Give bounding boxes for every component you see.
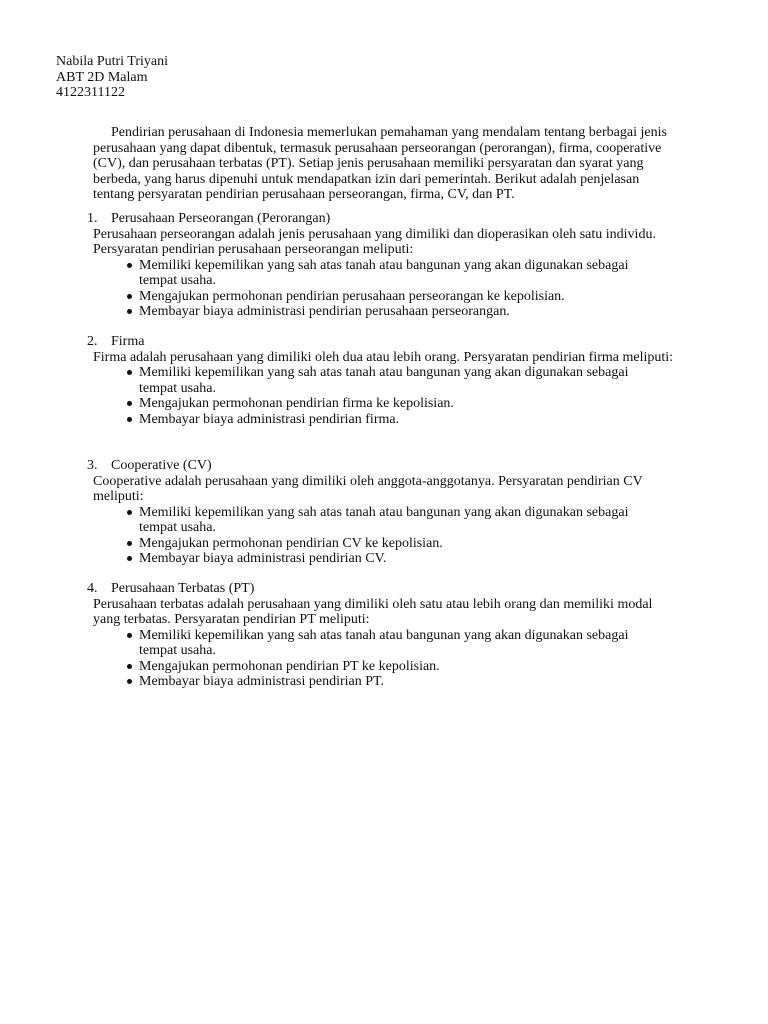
section-description: Cooperative adalah perusahaan yang dimiliki oleh anggota-anggotanya. Persyaratan pendirian CV meliputi:: [93, 473, 643, 504]
bullet-icon: [127, 633, 132, 638]
list-item-text: Memiliki kepemilikan yang sah atas tanah atau bangunan yang akan digunakan sebagai tempat usaha.: [139, 504, 629, 535]
list-item: [125, 628, 659, 659]
bullet-icon: [127, 401, 132, 406]
list-item-text: Mengajukan permohonan pendirian perusahaan perseorangan ke kepolisian.: [139, 288, 565, 304]
requirements-list: [87, 505, 687, 567]
bullet-icon: [127, 309, 132, 314]
bullet-icon: [127, 556, 132, 561]
list-item: [125, 289, 659, 305]
bullet-icon: [127, 263, 132, 268]
section-title: Firma: [111, 334, 145, 349]
bullet-icon: [127, 541, 132, 546]
list-item-text: Membayar biaya administrasi pendirian PT.: [139, 674, 385, 689]
bullet-icon: [127, 510, 132, 515]
section-cooperative: [87, 458, 687, 567]
list-item: [125, 412, 659, 428]
list-item-text: Memiliki kepemilikan yang sah atas tanah atau bangunan yang akan digunakan sebagai tempat usaha.: [139, 627, 629, 658]
section-description: Perusahaan terbatas adalah perusahaan yang dimiliki oleh satu atau lebih orang dan memiliki modal yang terbatas. Persyaratan pendirian PT meliputi:: [93, 596, 653, 627]
list-item: [125, 674, 659, 690]
list-item-text: Mengajukan permohonan pendirian firma ke kepolisian.: [139, 396, 454, 411]
section-title: Cooperative (CV): [111, 458, 212, 473]
bullet-icon: [127, 679, 132, 684]
bullet-icon: [127, 370, 132, 375]
section-number: 4.: [87, 581, 98, 596]
section-heading: [87, 458, 687, 474]
list-item-text: Membayar biaya administrasi pendirian firma.: [139, 411, 400, 427]
section-description: Perusahaan perseorangan adalah jenis perusahaan yang dimiliki dan dioperasikan oleh satu individu. Persyaratan pendirian perusahaan perseorangan meliputi:: [93, 226, 656, 257]
section-number: 1.: [87, 211, 98, 226]
list-item-text: Mengajukan permohonan pendirian CV ke kepolisian.: [139, 535, 443, 551]
section-heading: [87, 581, 687, 597]
list-item: [125, 396, 659, 412]
bullet-icon: [127, 417, 132, 422]
author-class: ABT 2D Malam: [56, 69, 148, 85]
requirements-list: [87, 628, 687, 690]
list-item-text: Membayar biaya administrasi pendirian CV.: [139, 551, 387, 566]
list-item: [125, 551, 659, 567]
list-item: [125, 258, 659, 289]
bullet-icon: [127, 664, 132, 669]
requirements-list: [87, 258, 687, 320]
author-id: 4122311122: [56, 85, 125, 100]
section-heading: [87, 211, 687, 227]
section-number: 3.: [87, 458, 98, 473]
section-title: Perusahaan Terbatas (PT): [111, 581, 255, 596]
intro-paragraph: Pendirian perusahaan di Indonesia memerlukan pemahaman yang mendalam tentang berbagai jenis perusahaan yang dapat dibentuk, termasuk perusahaan perseorangan (perorangan), firma, cooperative (CV), dan perusahaan terbatas (PT). Setiap jenis perusahaan memiliki persyaratan dan syarat yang berbeda, yang harus dipenuhi untuk mendapatkan izin dari pemerintah. Berikut adalah penjelasan tentang persyaratan pendirian perusahaan perseorangan, firma, CV, dan PT.: [93, 125, 667, 202]
section-description: Firma adalah perusahaan yang dimiliki oleh dua atau lebih orang. Persyaratan pendirian firma meliputi:: [93, 349, 674, 365]
list-item-text: Mengajukan permohonan pendirian PT ke kepolisian.: [139, 658, 440, 674]
list-item: [125, 659, 659, 675]
section-firma: [87, 334, 687, 427]
requirements-list: [87, 365, 687, 427]
list-item-text: Memiliki kepemilikan yang sah atas tanah atau bangunan yang akan digunakan sebagai tempat usaha.: [139, 365, 629, 396]
section-perseorangan: [87, 211, 687, 320]
section-pt: [87, 581, 687, 690]
bullet-icon: [127, 294, 132, 299]
list-item: [125, 505, 659, 536]
section-title: Perusahaan Perseorangan (Perorangan): [111, 211, 331, 226]
list-item-text: Membayar biaya administrasi pendirian perusahaan perseorangan.: [139, 304, 510, 319]
author-name: Nabila Putri Triyani: [56, 54, 169, 69]
author-block: [56, 54, 168, 101]
list-item: [125, 536, 659, 552]
list-item-text: Memiliki kepemilikan yang sah atas tanah atau bangunan yang akan digunakan sebagai tempat usaha.: [139, 257, 629, 288]
section-heading: [87, 334, 687, 350]
section-number: 2.: [87, 334, 98, 349]
list-item: [125, 304, 659, 320]
list-item: [125, 365, 659, 396]
